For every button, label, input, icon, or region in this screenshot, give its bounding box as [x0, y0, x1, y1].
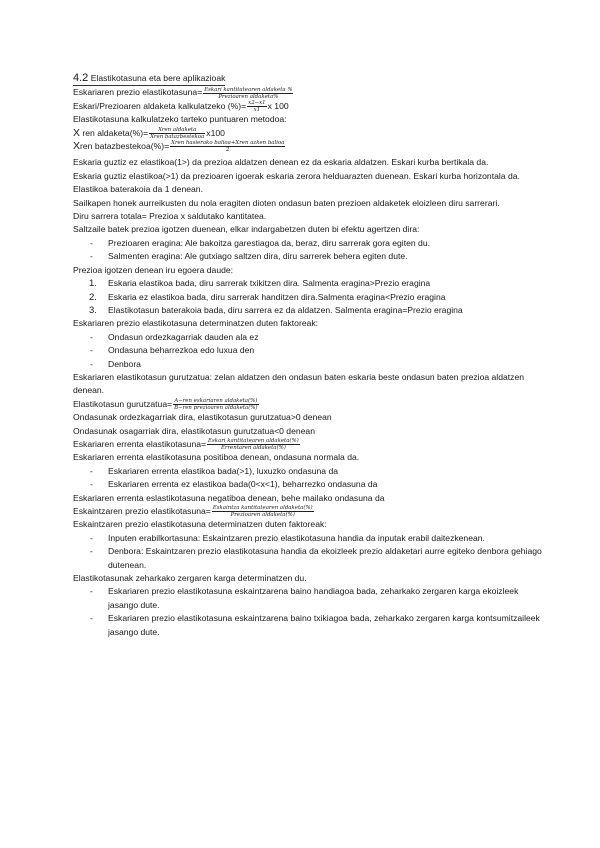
paragraph: Eskaria guztiz ez elastikoa(1>) da prezioa aldatzen denean ez da eskaria aldatzen. Eskari kurba bertikala da.	[73, 157, 489, 168]
list-item-text: Elastikotasun baterakoia bada, diru sarrera ez da aldatzen. Salmenta eragina=Prezio eragina	[108, 304, 463, 315]
fraction-denominator: Prezioaren aldaketa(%)	[230, 512, 295, 519]
paragraph: Elastikotasunak zeharkako zergaren karga determinatzen du.	[73, 573, 307, 584]
list-item-text: Salmenten eragina: Ale gutxiago saltzen dira, diru sarrerek behera egiten dute.	[108, 251, 408, 262]
formula-x-average	[73, 140, 543, 153]
list-item	[73, 478, 543, 491]
paragraph: Diru sarrera totala= Prezioa x saldutako kantitatea.	[73, 211, 267, 222]
paragraph: Eskariaren errenta elastikotasuna positiboa denean, ondasuna normala da.	[73, 452, 360, 463]
section-heading	[73, 72, 225, 86]
list-item-text: Denbora	[108, 358, 141, 369]
list-number: 3.	[89, 304, 97, 316]
list-item	[73, 250, 543, 263]
section-number: 4.2	[73, 72, 89, 84]
fraction-numerator: x2−x1	[248, 100, 266, 107]
list-item	[73, 344, 543, 357]
midpoint-method-line: Elastikotasuna kalkulatzeko tarteko puntuaren metodoa:	[73, 114, 287, 125]
fraction-numerator: Xren hasierako balioa+Xren azken balioa	[171, 140, 285, 147]
dash-bullet: -	[90, 479, 93, 490]
dash-bullet: -	[90, 532, 93, 543]
list-item	[73, 545, 543, 572]
list-item	[73, 237, 543, 250]
tax-burden-list	[73, 585, 543, 639]
list-item-text: Prezioaren eragina: Ale bakoitza garestiagoa da, beraz, diru sarrerak gora egiten du.	[108, 237, 430, 248]
list-item	[73, 331, 543, 344]
fraction-numerator: Eskari kantitatearen aldaketa %	[204, 86, 293, 93]
list-item-text: Ondasuna beharrezkoa edo luxua den	[108, 345, 255, 356]
list-item	[73, 304, 543, 317]
list-item-text: Ondasun ordezkagarriak dauden ala ez	[108, 331, 259, 342]
list-item	[73, 585, 543, 612]
list-item-text: Eskaria ez elastikoa bada, diru sarrerak handitzen dira.Salmenta eragina<Prezio eragina	[108, 291, 446, 302]
list-item-text: Eskaria elastikoa bada, diru sarrerak txikitzen dira. Salmenta eragina>Prezio eragina	[108, 278, 431, 289]
list-item	[73, 277, 543, 290]
fraction-denominator: Errentaren aldaketa(%)	[220, 445, 286, 452]
formula-income-elasticity	[73, 438, 543, 451]
paragraph: Eskaintzaren prezio elastikotasuna determinatzen duten faktoreak:	[73, 519, 327, 530]
section-title: Elastikotasuna eta bere aplikazioak	[90, 73, 226, 83]
fraction	[207, 438, 300, 451]
paragraph: Prezioa igotzen denean iru egoera daude:	[73, 264, 234, 275]
dash-bullet: -	[90, 613, 93, 624]
demand-factors-list	[73, 331, 543, 371]
formula-label: Eskariaren errenta elastikotasuna=	[73, 438, 207, 449]
fraction-numerator: A−ren eskariaren aldaketa(%)	[174, 397, 258, 404]
fraction	[149, 127, 205, 140]
formula-x-change	[73, 127, 543, 140]
dash-bullet: -	[90, 586, 93, 597]
formula-suffix: x100	[206, 127, 225, 138]
list-number: 2.	[89, 291, 97, 303]
list-item	[73, 465, 543, 478]
formula-label: Eskaintzaren prezio elastikotasuna=	[73, 506, 211, 516]
paragraph: Eskariaren prezio elastikotasuna determinatzen duten faktoreak:	[73, 318, 319, 329]
fraction-numerator: Eskari kantitatearen aldaketa(%)	[208, 438, 299, 445]
paragraph: Eskaria guztiz elastikoa(>1) da prezioaren igoerak eskaria zerora helduarazten duenean. Eskari kurba horizontala da.	[73, 170, 520, 181]
formula-variable: X	[73, 140, 81, 153]
supply-factors-list	[73, 532, 543, 572]
dash-bullet: -	[90, 358, 93, 369]
fraction	[170, 140, 285, 153]
paragraph: Eskariaren elastikotasun gurutzatua: zelan aldatzen den ondasun baten eskaria beste ondasun baten prezioa aldatzen denean.	[73, 371, 525, 396]
list-item-text: Eskariaren prezio elastikotasuna eskaintzarena baino txikiagoa bada, zeharkako zergaren karga kontsumitzaileek jasango dute.	[108, 613, 540, 637]
list-item-text: Denbora: Eskaintzaren prezio elastikotasuna handia da ekoizleek prezio aldaketari aurre egiteko denbora gehiago dutenean.	[108, 546, 542, 570]
paragraph: Ondasunak osagarriak dira, elastikotasun gurutzatua<0 denean	[73, 425, 315, 436]
fraction	[203, 87, 293, 100]
formula-label: Elastikotasun gurutzatua=	[73, 398, 173, 409]
formula-label: ren batazbestekoa(%)=	[80, 141, 170, 152]
list-number: 1.	[89, 278, 97, 290]
dash-bullet: -	[90, 237, 93, 248]
fraction-numerator: Eskaintza kantitatearen aldaketa(%)	[212, 505, 313, 512]
formula-label: Eskari/Prezioaren aldaketa kalkulatzeko (%)=	[73, 100, 247, 111]
list-item-text: Inputen erabilkortasuna: Eskaintzaren prezio elastikotasuna handia da inputak erabil daitezkenean.	[108, 532, 485, 543]
dash-bullet: -	[90, 331, 93, 342]
paragraph: Elastikoa baterakoia da 1 denean.	[73, 184, 203, 195]
paragraph: Ondasunak ordezkagarriak dira, elastikotasun gurutzatua>0 denean	[73, 412, 332, 423]
formula-price-elasticity	[73, 86, 543, 99]
fraction	[247, 100, 266, 113]
formula-label: ren aldaketa(%)=	[80, 127, 149, 138]
income-elasticity-list	[73, 465, 543, 492]
formula-variable: X	[73, 126, 81, 139]
fraction-denominator: Xren batazbestekoa	[150, 133, 205, 140]
fraction	[212, 505, 314, 518]
effects-list	[73, 237, 543, 264]
list-item	[73, 532, 543, 545]
list-item	[73, 358, 543, 371]
dash-bullet: -	[90, 465, 93, 476]
formula-label: Eskariaren prezio elastikotasuna=	[73, 87, 203, 98]
formula-change-percent	[73, 100, 543, 113]
fraction-numerator: Xren aldaketa	[149, 127, 205, 134]
fraction-denominator: 2	[226, 147, 230, 154]
dash-bullet: -	[90, 345, 93, 356]
dash-bullet: -	[90, 251, 93, 262]
list-item-text: Eskariaren prezio elastikotasuna eskaintzarena baino handiagoa bada, zeharkako zergaren karga ekoizleek jasango dute.	[108, 586, 519, 610]
paragraph: Saltzaile batek prezioa igotzen duenean, elkar indargabetzen duten bi efektu agertzen dira:	[73, 224, 420, 235]
list-item-text: Eskariaren errenta ez elastikoa bada(0<x<1), beharrezko ondasuna da	[108, 479, 378, 490]
formula-supply-elasticity	[73, 505, 543, 518]
list-item	[73, 612, 543, 639]
formula-suffix: x 100	[267, 100, 289, 111]
document-body	[73, 72, 543, 639]
paragraph: Sailkapen honek aurreikusten du nola eragiten dioten ondasun baten prezioen aldaketek eloizleen diru sarrerari.	[73, 197, 500, 208]
paragraph: Eskariaren errenta eslastikotasuna negatiboa denean, behe mailako ondasuna da	[73, 492, 385, 503]
dash-bullet: -	[90, 546, 93, 557]
list-item-text: Eskariaren errenta elastikoa bada(>1), luxuzko ondasuna da	[108, 465, 339, 476]
fraction-denominator: Prezioaren aldaketa%	[218, 93, 279, 100]
fraction-denominator: x1	[253, 107, 261, 114]
three-cases-list	[73, 277, 543, 317]
list-item	[73, 291, 543, 304]
fraction	[173, 398, 258, 411]
formula-cross-elasticity	[73, 398, 543, 411]
fraction-denominator: B−ren prezioaren aldaketa(%)	[174, 404, 258, 411]
